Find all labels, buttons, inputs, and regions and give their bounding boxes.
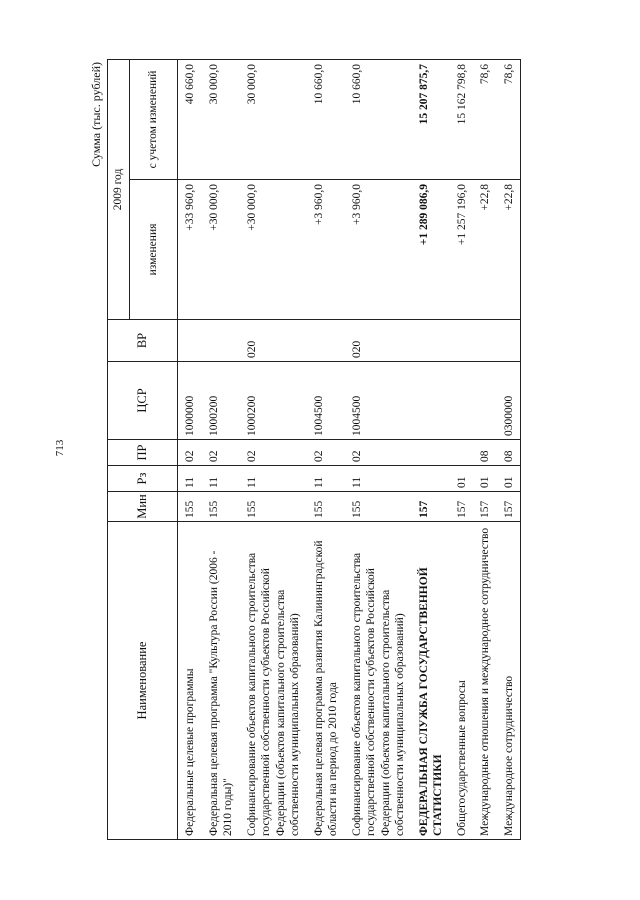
row-total: 40 660,0 [178,59,202,179]
row-name: Федеральная целевая программа "Культура России (2006 - 2010 годы)" [202,522,240,840]
row-total: 78,6 [497,59,521,179]
row-csr [412,362,450,440]
row-vr [307,320,345,362]
row-pr: 02 [307,440,345,466]
row-csr [450,362,474,440]
table-row [178,59,202,839]
row-min: 157 [412,492,450,522]
row-vr [178,320,202,362]
row-pr: 08 [473,440,497,466]
row-rz: 11 [345,466,412,492]
row-csr [473,362,497,440]
row-rz: 11 [240,466,307,492]
row-min: 155 [240,492,307,522]
row-vr: 020 [345,320,412,362]
row-rz: 01 [497,466,521,492]
header-year: 2009 год [108,59,130,319]
row-change: +22,8 [473,180,497,320]
row-total: 10 660,0 [307,59,345,179]
row-vr: 020 [240,320,307,362]
row-name: Федеральная целевая программа развития Калининградской области на период до 2010 года [307,522,345,840]
row-pr [450,440,474,466]
row-vr [412,320,450,362]
row-min: 157 [450,492,474,522]
row-csr: 1000200 [202,362,240,440]
header-min: Мин [108,492,178,522]
row-total: 78,6 [473,59,497,179]
row-change: +33 960,0 [178,180,202,320]
page-number: 713 [54,439,66,457]
row-min: 157 [497,492,521,522]
row-name: Международное сотрудничество [497,522,521,840]
header-pr: ПР [108,440,178,466]
header-with-changes: с учетом изменений [130,59,178,179]
row-name: Софинансирование объектов капитального строительства государственной собственности субъектов Российской Федерации (объектов капитального строительства собственности муниципальных образований) [240,522,307,840]
row-rz [412,466,450,492]
row-change: +1 257 196,0 [450,180,474,320]
budget-table-page [85,60,555,840]
row-total: 30 000,0 [240,59,307,179]
row-csr: 1004500 [345,362,412,440]
row-vr [497,320,521,362]
row-rz: 11 [307,466,345,492]
row-change: +22,8 [497,180,521,320]
row-name: Общегосударственные вопросы [450,522,474,840]
row-total: 10 660,0 [345,59,412,179]
row-total: 15 207 875,7 [412,59,450,179]
row-min: 155 [202,492,240,522]
row-total: 15 162 798,8 [450,59,474,179]
row-rz: 01 [473,466,497,492]
row-pr: 02 [240,440,307,466]
row-vr [473,320,497,362]
table-row [412,59,450,839]
table-row [307,59,345,839]
row-change: +3 960,0 [345,180,412,320]
row-pr: 08 [497,440,521,466]
row-min: 155 [307,492,345,522]
row-min: 157 [473,492,497,522]
header-rz: Рз [108,466,178,492]
row-name: ФЕДЕРАЛЬНАЯ СЛУЖБА ГОСУДАРСТВЕННОЙ СТАТИСТИКИ [412,522,450,840]
header-csr: ЦСР [108,362,178,440]
row-change: +30 000,0 [202,180,240,320]
row-rz: 01 [450,466,474,492]
row-change: +1 289 086,9 [412,180,450,320]
row-total: 30 000,0 [202,59,240,179]
row-change: +3 960,0 [307,180,345,320]
row-pr: 02 [345,440,412,466]
row-csr: 1004500 [307,362,345,440]
row-pr: 02 [178,440,202,466]
header-name: Наименование [108,522,178,840]
row-name: Софинансирование объектов капитального строительства государственной собственности субъектов Российской Федерации (объектов капитального строительства собственности муниципальных образований) [345,522,412,840]
row-csr: 1000000 [178,362,202,440]
table-body [178,59,521,839]
row-csr: 0300000 [497,362,521,440]
table-row [202,59,240,839]
row-rz: 11 [178,466,202,492]
budget-table [107,59,521,840]
row-pr [412,440,450,466]
row-vr [450,320,474,362]
row-rz: 11 [202,466,240,492]
table-row [473,59,497,839]
row-min: 155 [178,492,202,522]
table-row [240,59,307,839]
header-changes: изменения [130,180,178,320]
row-vr [202,320,240,362]
row-name: Международные отношения и международное сотрудничество [473,522,497,840]
row-change: +30 000,0 [240,180,307,320]
table-row [345,59,412,839]
row-pr: 02 [202,440,240,466]
header-vr: ВР [108,320,178,362]
table-caption: Сумма (тыс. рублей) [89,62,103,167]
row-min: 155 [345,492,412,522]
table-row [497,59,521,839]
row-csr: 1000200 [240,362,307,440]
row-name: Федеральные целевые программы [178,522,202,840]
table-row [450,59,474,839]
